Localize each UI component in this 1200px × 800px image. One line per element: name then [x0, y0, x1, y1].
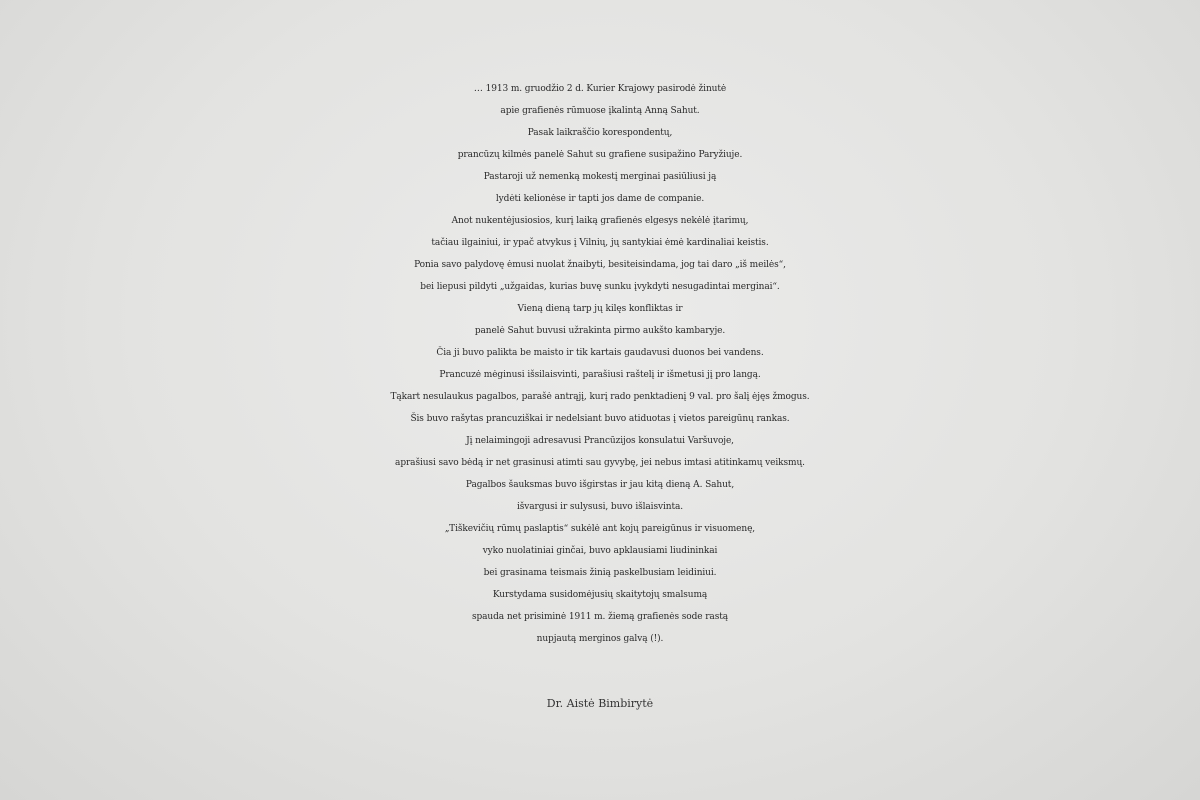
text-line: Čia ji buvo palikta be maisto ir tik kartais gaudavusi duonos bei vandens. — [436, 348, 764, 358]
text-line: vyko nuolatiniai ginčai, buvo apklausiami liudininkai — [482, 546, 718, 556]
text-line: Pasak laikraščio korespondentų, — [527, 128, 673, 138]
text-line: bei liepusi pildyti „užgaidas, kurias buvę sunku įvykdyti nesugadintai merginai“. — [420, 282, 780, 292]
text-line: Tąkart nesulaukus pagalbos, parašė antrąjį, kurį rado penktadienį 9 val. pro šalį ėjęs žmogus. — [390, 392, 810, 402]
text-line: lydėti kelionėse ir tapti jos dame de companie. — [495, 194, 705, 204]
wall-text-block — [0, 78, 1200, 650]
text-line: „Tiškevičių rūmų paslaptis“ sukėlė ant kojų pareigūnus ir visuomenę, — [444, 524, 756, 534]
text-line: … 1913 m. gruodžio 2 d. Kurier Krajowy pasirodė žinutė — [473, 84, 727, 94]
text-line: Jį nelaimingoji adresavusi Prancūzijos konsulatui Varšuvoje, — [466, 436, 734, 446]
text-line: prancūzų kilmės panelė Sahut su grafiene susipažino Paryžiuje. — [457, 150, 743, 160]
text-line: Prancuzė mėginusi išsilaisvinti, parašiusi raštelį ir išmetusi jį pro langą. — [439, 370, 761, 380]
text-line: Ponia savo palydovę ėmusi nuolat žnaibyti, besiteisindama, jog tai daro „iš meilės“, — [414, 260, 786, 270]
text-line: bei grasinama teismais žinią paskelbusiam leidiniui. — [483, 568, 717, 578]
text-line: Pastaroji už nemenką mokestį merginai pasiūliusi ją — [483, 172, 717, 182]
text-line: aprašiusi savo bėdą ir net grasinusi atimti sau gyvybę, jei nebus imtasi atitinkamų veiksmų. — [395, 458, 805, 468]
author-credit: Dr. Aistė Bimbirytė — [546, 697, 654, 710]
text-line: tačiau ilgainiui, ir ypač atvykus į Vilnių, jų santykiai ėmė kardinaliai keistis. — [431, 238, 769, 248]
text-line: apie grafienės rūmuose įkalintą Anną Sahut. — [500, 106, 700, 116]
text-line: spauda net prisiminė 1911 m. žiemą grafienės sode rastą — [471, 612, 728, 622]
text-line: Šis buvo rašytas prancuziškai ir nedelsiant buvo atiduotas į vietos pareigūnų rankas. — [410, 414, 790, 424]
text-line: nupjautą merginos galvą (!). — [536, 634, 664, 644]
text-line: panelė Sahut buvusi užrakinta pirmo aukšto kambaryje. — [474, 326, 726, 336]
text-line: išvargusi ir sulysusi, buvo išlaisvinta. — [517, 502, 683, 512]
text-line: Pagalbos šauksmas buvo išgirstas ir jau kitą dieną A. Sahut, — [465, 480, 735, 490]
text-line: Vieną dieną tarp jų kilęs konfliktas ir — [517, 304, 683, 314]
text-line: Kurstydama susidomėjusių skaitytojų smalsumą — [492, 590, 708, 600]
text-line: Anot nukentėjusiosios, kurį laiką grafienės elgesys nekėlė įtarimų, — [451, 216, 749, 226]
